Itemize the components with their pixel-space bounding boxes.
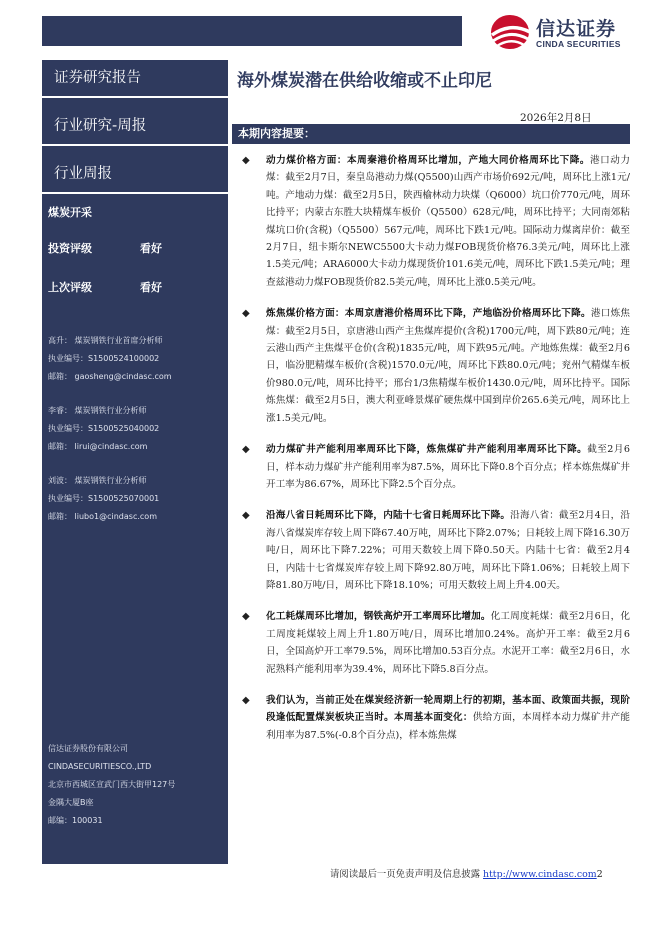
diamond-bullet-icon: ◆ (242, 510, 250, 522)
analyst-email[interactable]: 邮箱： gaosheng@cindasc.com (48, 372, 172, 381)
list-item: ◆ 化工耗煤周环比增加，钢铁高炉开工率周环比增加。化工周度耗煤：截至2月6日，化工周度耗煤较上周上升1.80万吨/日，周环比增加0.24%。高炉开工率：截至2月6日，全国高炉开工率79.5%，周环比增加0.53百分点。水泥开工率：截至2月6日，水泥熟料产能利用率为39.4%，周环比下降5.8百分点。 (240, 608, 630, 678)
diamond-bullet-icon: ◆ (242, 694, 250, 706)
report-subcategory: 行业周报 (42, 156, 228, 194)
summary-header: 本期内容提要： (232, 124, 630, 144)
report-date: 2026年2月8日 (520, 112, 592, 124)
sidebar (42, 60, 228, 864)
analyst-block-3: 刘波： 煤炭钢铁行业分析师 执业编号：S1500525070001 邮箱： liubo1@cindasc.com (48, 472, 159, 526)
disclaimer-text: 请阅读最后一页免责声明及信息披露 (330, 869, 481, 880)
summary-list (240, 152, 630, 744)
report-category: 行业研究-周报 (42, 108, 228, 146)
sector-name: 煤炭开采 (48, 206, 92, 219)
website-link[interactable]: http://www.cindasc.com (483, 869, 597, 880)
diamond-bullet-icon: ◆ (242, 444, 250, 456)
diamond-bullet-icon: ◆ (242, 155, 250, 166)
analyst-email[interactable]: 邮箱： lirui@cindasc.com (48, 442, 148, 451)
brand-name-en: CINDA SECURITIES (536, 39, 621, 49)
prev-rating-label: 上次评级 (48, 281, 92, 294)
page-footer (330, 866, 603, 880)
cinda-logo-icon (488, 12, 532, 52)
prev-rating-value: 看好 (140, 281, 162, 294)
list-item: ◆ 沿海八省日耗周环比下降，内陆十七省日耗周环比下降。沿海八省：截至2月4日，沿海八省煤炭库存较上周下降67.40万吨，周环比下降2.07%；日耗较上周下降16.30万吨/日，周环比下降7.22%；可用天数较上周下降0.50天。内陆十七省：截至2月4日，内陆十七省煤炭库存较上周下降92.80万吨，周环比下降1.06%；日耗较上周下降81.80万吨/日，周环比下降18.10%；可用天数较上周上升4.00天。 (240, 507, 630, 594)
company-info: 信达证券股份有限公司 CINDASECURITIESCO.,LTD 北京市西城区宣武门西大街甲127号 金隅大厦B座 邮编：100031 (48, 744, 176, 825)
page-title: 海外煤炭潜在供给收缩或不止印尼 (237, 71, 492, 91)
list-item: ◆ 炼焦煤价格方面：本周京唐港价格周环比下降，产地临汾价格周环比下降。港口炼焦煤：截至2月5日，京唐港山西产主焦煤库提价(含税)1700元/吨，周下跌80元/吨；连云港山西产主焦煤平仓价(含税)1835元/吨，周下跌95元/吨。产地炼焦煤：截至2月6日，临汾肥精煤车板价(含税)1570.0元/吨，周环比下跌80.0元/吨；兖州气精煤车板价980.0元/吨，周环比持平；邢台1/3焦精煤车板价1430.0元/吨，周环比持平。国际炼焦煤：截至2月5日，澳大利亚峰景煤矿硬焦煤中国到岸价265.6美元/吨，周环比上涨1.5美元/吨。 (240, 305, 630, 427)
list-item: ◆ 动力煤矿井产能利用率周环比下降，炼焦煤矿井产能利用率周环比下降。截至2月6日，样本动力煤矿井产能利用率为87.5%，周环比下降0.8个百分点；样本炼焦煤矿井开工率为86.67%，周环比下降2.5个百分点。 (240, 441, 630, 493)
report-type: 证券研究报告 (42, 60, 228, 98)
brand-logo (488, 12, 648, 52)
diamond-bullet-icon: ◆ (242, 308, 250, 320)
analyst-email[interactable]: 邮箱： liubo1@cindasc.com (48, 512, 157, 521)
analyst-block-2: 李睿： 煤炭钢铁行业分析师 执业编号：S1500525040002 邮箱： lirui@cindasc.com (48, 402, 159, 456)
analyst-block-1: 高升： 煤炭钢铁行业首席分析师 执业编号：S1500524100002 邮箱： gaosheng@cindasc.com (48, 332, 172, 386)
rating-value: 看好 (140, 242, 162, 255)
rating-label: 投资评级 (48, 242, 92, 255)
list-item: ◆ 动力煤价格方面：本周秦港价格周环比增加，产地大同价格周环比下降。港口动力煤：截至2月7日，秦皇岛港动力煤(Q5500)山西产市场价692元/吨，周环比上涨1元/吨。产地动力煤：截至2月5日，陕西榆林动力块煤（Q6000）坑口价770元/吨，周环比持平；内蒙古东胜大块精煤车板价（Q5500）628元/吨，周环比持平；大同南郊粘煤坑口价(含税)（Q5500）567元/吨，周环比下跌1元/吨。国际动力煤离岸价：截至2月7日，纽卡斯尔NEWC5500大卡动力煤FOB现货价格76.3美元/吨，周环比上涨1.5美元/吨；ARA6000大卡动力煤现货价101.6美元/吨，周环比下跌1.5美元/吨；理查兹港动力煤FOB现货价82.5美元/吨，周环比上涨0.5美元/吨。 (240, 152, 630, 291)
list-item: ◆ 我们认为，当前正处在煤炭经济新一轮周期上行的初期，基本面、政策面共振，现阶段逢低配置煤炭板块正当时。本周基本面变化：供给方面，本周样本动力煤矿井产能利用率为87.5%(-0.8个百分点)，样本炼焦煤 (240, 692, 630, 744)
header-bar (42, 16, 462, 46)
diamond-bullet-icon: ◆ (242, 611, 250, 623)
brand-name-cn: 信达证券 (536, 18, 617, 40)
page-number: 2 (596, 869, 603, 880)
